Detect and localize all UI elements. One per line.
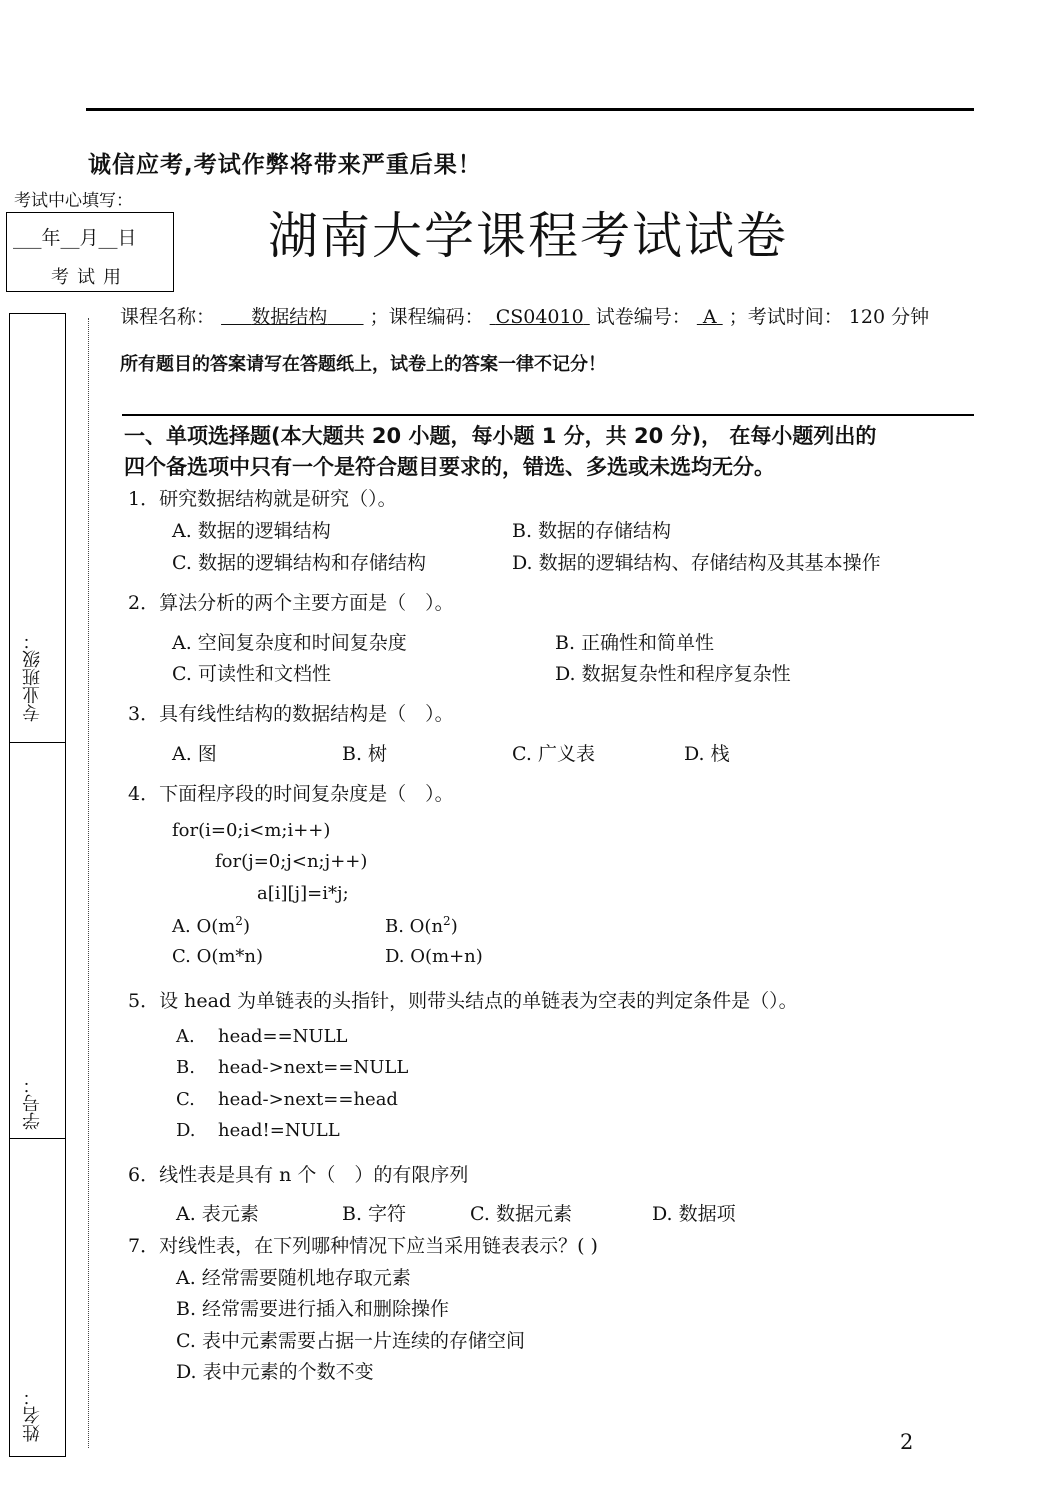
course-code-label: ；课程编码： — [369, 306, 484, 328]
question-7-option-a: A. 经常需要随机地存取元素 — [176, 1267, 411, 1289]
page-title: 湖南大学课程考试试卷 — [268, 207, 788, 265]
question-1-option-d: D. 数据的逻辑结构、存储结构及其基本操作 — [512, 552, 881, 574]
question-3-option-c: C. 广义表 — [512, 743, 595, 765]
question-5-option-d: head!=NULL — [218, 1120, 340, 1141]
question-7-option-b: B. 经常需要进行插入和删除操作 — [176, 1298, 450, 1320]
student-id-label: 学号： — [22, 1076, 43, 1130]
course-name: 数据结构 — [251, 306, 328, 328]
question-1-option-b: B. 数据的存储结构 — [512, 520, 672, 542]
question-5-option-b: head->next==NULL — [218, 1057, 409, 1078]
binding-dotted-line — [88, 318, 89, 1448]
question-3-option-a: A. 图 — [172, 743, 217, 765]
question-2-option-d: D. 数据复杂性和程序复杂性 — [555, 663, 791, 685]
course-code: CS04010 — [495, 306, 584, 328]
question-6-option-a: A. 表元素 — [176, 1203, 259, 1225]
question-6-option-c: C. 数据元素 — [470, 1203, 572, 1225]
exam-use-label: 考试用 — [51, 267, 129, 288]
question-4-option-c: C. O(m*n) — [172, 946, 264, 967]
strip-divider — [10, 742, 65, 743]
page-number: 2 — [900, 1430, 914, 1454]
question-3-stem: 3．具有线性结构的数据结构是（ ）。 — [128, 703, 454, 725]
question-1-stem: 1．研究数据结构就是研究（）。 — [128, 488, 397, 510]
date-line: ___年__月__日 — [13, 227, 137, 249]
question-4-code-line-1: for(i=0;i<m;i++) — [172, 820, 331, 841]
question-5-option-c-key: C. — [176, 1089, 195, 1110]
section-rule — [122, 414, 974, 416]
exam-center-fill-label: 考试中心填写： — [14, 191, 133, 211]
question-3-option-b: B. 树 — [342, 743, 388, 765]
answer-notice: 所有题目的答案请写在答题纸上，试卷上的答案一律不记分！ — [120, 354, 606, 375]
question-4-code-line-3: a[i][j]=i*j; — [257, 883, 349, 904]
question-1-option-a: A. 数据的逻辑结构 — [172, 520, 331, 542]
question-5-option-a-key: A. — [176, 1026, 195, 1047]
question-2-option-a: A. 空间复杂度和时间复杂度 — [172, 632, 407, 654]
question-4-option-d: D. O(m+n) — [385, 946, 483, 967]
question-5-option-a: head==NULL — [218, 1026, 348, 1047]
question-4-option-a: A. $O(m^2)$ — [172, 914, 250, 937]
exam-time-label: ；考试时间： — [728, 306, 843, 328]
question-5-stem: 5．设 head 为单链表的头指针，则带头结点的单链表为空表的判定条件是（）。 — [128, 990, 798, 1012]
course-name-label: 课程名称： — [120, 306, 216, 328]
section-heading: 一、单项选择题(本大题共 20 小题，每小题 1 分，共 20 分)， 在每小题列出的 四个备选项中只有一个是符合题目要求的，错选、多选或未选均无分。 — [124, 424, 877, 479]
question-2-stem: 2．算法分析的两个主要方面是（ ）。 — [128, 592, 454, 614]
question-7-option-c: C. 表中元素需要占据一片连续的存储空间 — [176, 1330, 525, 1352]
binding-strip — [9, 313, 66, 1457]
question-3-option-d: D. 栈 — [684, 743, 730, 765]
question-7-stem: 7．对线性表，在下列哪种情况下应当采用链表表示？( ) — [128, 1235, 598, 1257]
question-4-stem: 4．下面程序段的时间复杂度是（ ）。 — [128, 783, 454, 805]
major-class-label: 专业班级： — [22, 632, 43, 722]
question-4-code-line-2: for(j=0;j<n;j++) — [215, 851, 368, 872]
question-5-option-b-key: B. — [176, 1057, 195, 1078]
question-5-option-d-key: D. — [176, 1120, 196, 1141]
question-6-option-b: B. 字符 — [342, 1203, 407, 1225]
course-info — [120, 302, 929, 329]
top-rule — [86, 108, 974, 111]
question-6-option-d: D. 数据项 — [652, 1203, 736, 1225]
exam-date-box — [6, 212, 174, 292]
paper-no-label: 试卷编号： — [595, 306, 691, 328]
exam-time: 120 分钟 — [848, 306, 930, 328]
question-7-option-d: D. 表中元素的个数不变 — [176, 1361, 374, 1383]
strip-divider — [10, 1138, 65, 1139]
question-2-option-c: C. 可读性和文档性 — [172, 663, 331, 685]
name-label: 姓名： — [22, 1388, 43, 1442]
integrity-warning: 诚信应考,考试作弊将带来严重后果！ — [88, 152, 482, 178]
question-5-option-c: head->next==head — [218, 1089, 398, 1110]
question-2-option-b: B. 正确性和简单性 — [555, 632, 715, 654]
paper-no: A — [702, 306, 717, 328]
question-1-option-c: C. 数据的逻辑结构和存储结构 — [172, 552, 426, 574]
question-4-option-b: B. $O(n^2)$ — [385, 914, 458, 937]
question-6-stem: 6．线性表是具有 n 个（ ）的有限序列 — [128, 1164, 469, 1186]
